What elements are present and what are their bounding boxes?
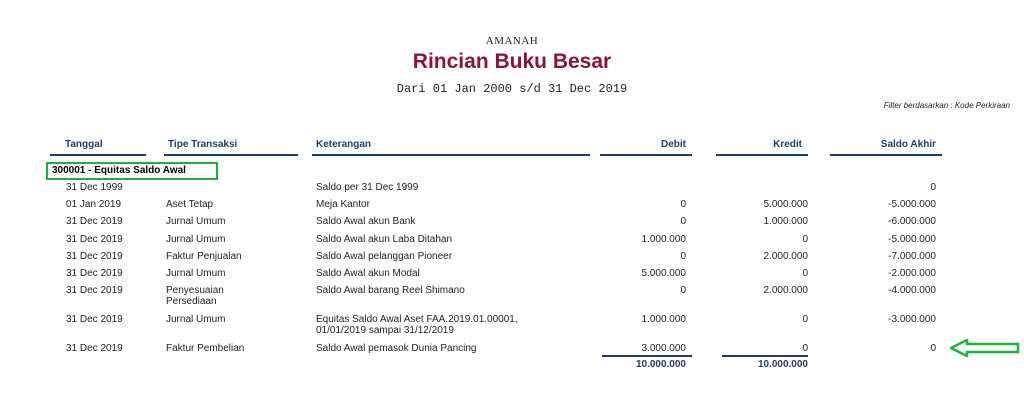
cell-keterangan: Saldo Awal akun Modal <box>316 268 420 279</box>
cell-tipe: Penyesuaian Persediaan <box>166 285 224 307</box>
cell-kredit: 0 <box>802 314 808 325</box>
cell-tanggal: 01 Jan 2019 <box>66 199 122 210</box>
cell-keterangan: Saldo per 31 Dec 1999 <box>316 182 419 193</box>
report-title: Rincian Buku Besar <box>412 50 612 73</box>
cell-tipe: Jurnal Umum <box>166 314 226 325</box>
col-header-tipe <box>164 139 298 156</box>
cell-debit: 1.000.000 <box>641 234 686 245</box>
cell-saldo: -7.000.000 <box>888 251 936 262</box>
left-arrow-icon <box>950 339 1020 357</box>
debit-total: 10.000.000 <box>635 359 686 370</box>
cell-keterangan: Saldo Awal akun Laba Ditahan <box>316 234 453 245</box>
cell-kredit: 5.000.000 <box>763 199 808 210</box>
cell-saldo: -5.000.000 <box>888 234 936 245</box>
col-header-keterangan <box>312 139 590 156</box>
cell-kredit: 0 <box>802 234 808 245</box>
col-header-saldo <box>830 139 942 156</box>
cell-tipe: Jurnal Umum <box>166 268 226 279</box>
cell-kredit: 2.000.000 <box>763 285 808 296</box>
cell-tanggal: 31 Dec 2019 <box>66 251 123 262</box>
cell-keterangan: Saldo Awal barang Reel Shimano <box>316 285 465 296</box>
cell-debit: 0 <box>680 285 686 296</box>
col-header-keterangan-label: Keterangan <box>316 139 372 150</box>
kredit-total-line <box>722 355 808 357</box>
col-header-debit <box>600 139 692 156</box>
cell-tanggal: 31 Dec 2019 <box>66 216 123 227</box>
cell-tipe: Faktur Penjualan <box>166 251 242 262</box>
cell-tipe: Aset Tetap <box>166 199 214 210</box>
cell-saldo: -4.000.000 <box>888 285 936 296</box>
col-header-tanggal <box>50 139 146 156</box>
cell-tanggal: 31 Dec 2019 <box>66 234 123 245</box>
cell-keterangan: Meja Kantor <box>316 199 370 210</box>
cell-keterangan: Saldo Awal pelanggan Pioneer <box>316 251 453 262</box>
cell-tanggal: 31 Dec 2019 <box>66 343 123 354</box>
cell-debit: 5.000.000 <box>641 268 686 279</box>
col-header-tipe-label: Tipe Transaksi <box>168 139 238 150</box>
filter-note: Filter berdasarkan : Kode Perkiraan <box>883 101 1010 110</box>
cell-keterangan: Saldo Awal pemasok Dunia Pancing <box>316 343 477 354</box>
cell-kredit: 0 <box>802 268 808 279</box>
col-header-kredit-label: Kredit <box>773 139 802 150</box>
col-header-debit-label: Debit <box>661 139 686 150</box>
cell-debit: 3.000.000 <box>641 343 686 354</box>
col-header-saldo-label: Saldo Akhir <box>880 139 936 150</box>
cell-debit: 0 <box>680 199 686 210</box>
cell-saldo: 0 <box>930 343 936 354</box>
kredit-total: 10.000.000 <box>757 359 808 370</box>
cell-tanggal: 31 Dec 2019 <box>66 285 123 296</box>
col-header-tanggal-label: Tanggal <box>65 139 103 150</box>
company-name: AMANAH <box>485 35 539 47</box>
cell-saldo: 0 <box>930 182 936 193</box>
cell-debit: 1.000.000 <box>641 314 686 325</box>
cell-debit: 0 <box>680 216 686 227</box>
cell-tipe: Faktur Pembelian <box>166 343 245 354</box>
cell-tipe: Jurnal Umum <box>166 234 226 245</box>
cell-tanggal: 31 Dec 2019 <box>66 268 123 279</box>
cell-keterangan: Saldo Awal akun Bank <box>316 216 416 227</box>
cell-tanggal: 31 Dec 1999 <box>66 182 123 193</box>
cell-debit: 0 <box>680 251 686 262</box>
cell-kredit: 2.000.000 <box>763 251 808 262</box>
account-group-label: 300001 - Equitas Saldo Awal <box>46 162 218 180</box>
debit-total-line <box>602 355 692 357</box>
report-period: Dari 01 Jan 2000 s/d 31 Dec 2019 <box>396 82 628 96</box>
cell-keterangan: Equitas Saldo Awal Aset FAA.2019.01.00001, 01/01/2019 sampai 31/12/2019 <box>316 314 518 336</box>
cell-kredit: 0 <box>802 343 808 354</box>
cell-tipe: Jurnal Umum <box>166 216 226 227</box>
col-header-kredit <box>716 139 808 156</box>
cell-saldo: -3.000.000 <box>888 314 936 325</box>
cell-saldo: -5.000.000 <box>888 199 936 210</box>
cell-saldo: -6.000.000 <box>888 216 936 227</box>
cell-saldo: -2.000.000 <box>888 268 936 279</box>
cell-kredit: 1.000.000 <box>763 216 808 227</box>
cell-tanggal: 31 Dec 2019 <box>66 314 123 325</box>
